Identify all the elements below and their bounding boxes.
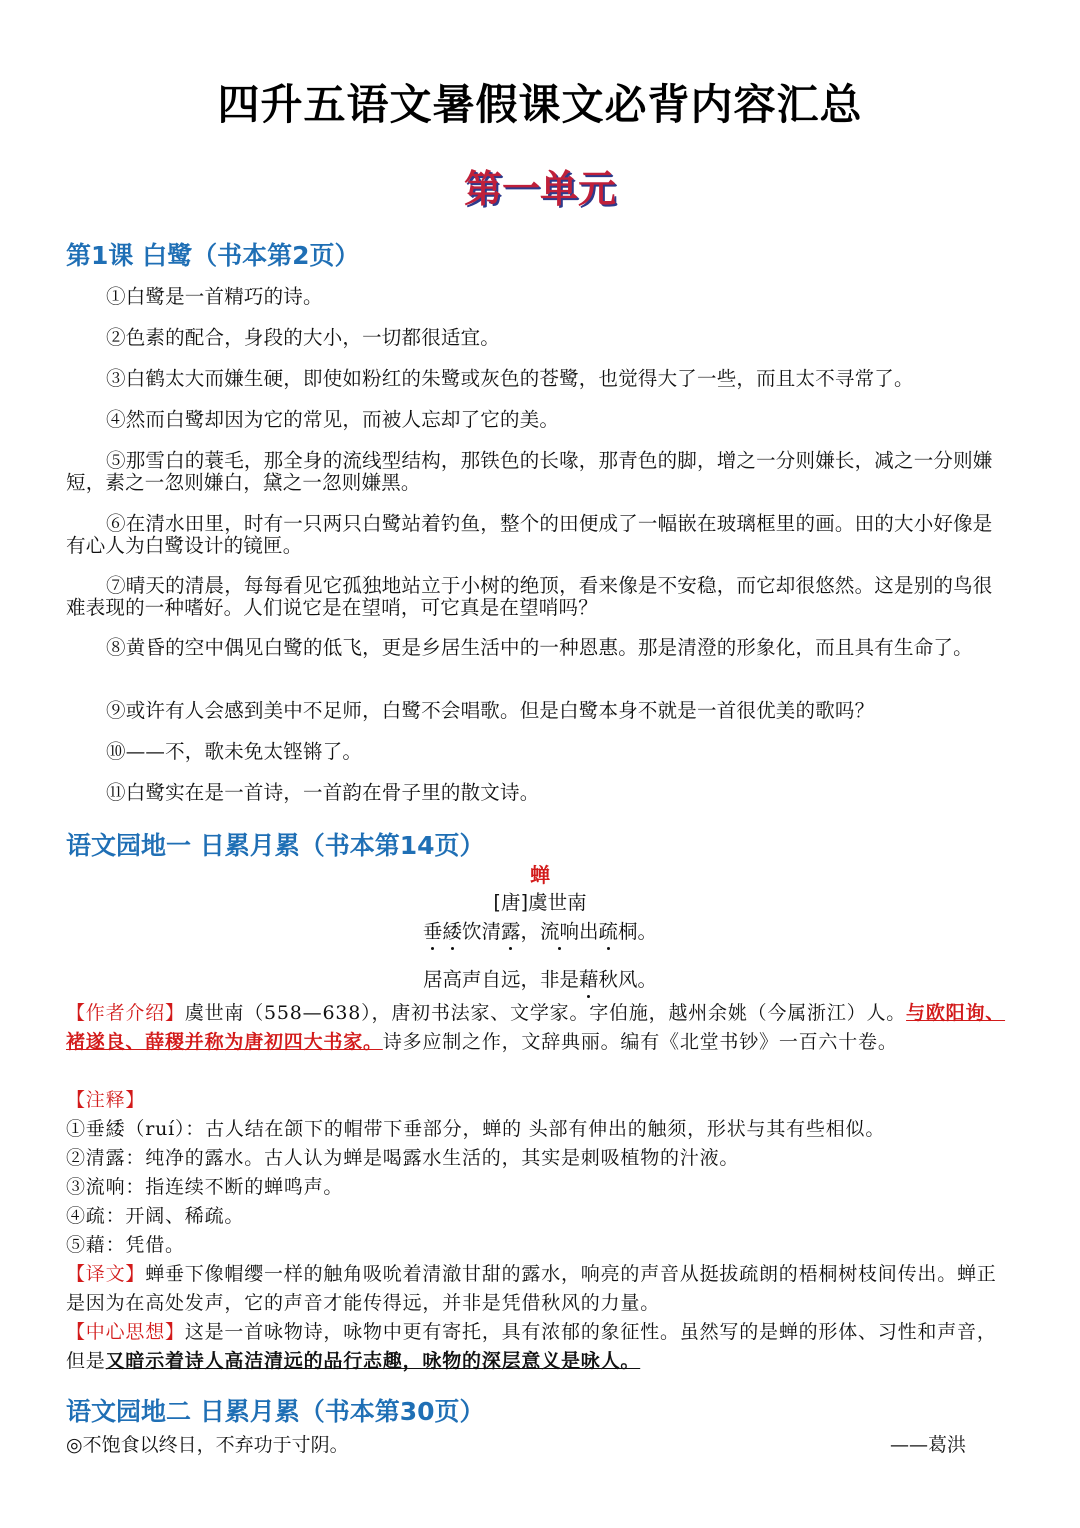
notes-tag-label: 【注释】 — [66, 1089, 146, 1111]
translation-tag: 【译文】 — [66, 1263, 146, 1285]
central-idea-text: 这是一首咏物诗，咏物中更有寄托，具有浓郁的象征性。虽然写的是蝉的形体、习性和声音，但是 — [66, 1321, 997, 1372]
author-intro-tail: 诗多应制之作，文辞典丽。编有《北堂书钞》一百六十卷。 — [382, 1031, 898, 1053]
translation-text: 蝉垂下像帽缨一样的触角吸吮着清澈甘甜的露水，响亮的声音从挺拔疏朗的梧桐树枝间传出。蝉正是因为在高处发声，它的声音才能传得远，并非是凭借秋风的力量。 — [66, 1263, 997, 1314]
poem-word: 出 — [579, 920, 599, 943]
author-intro — [66, 999, 1016, 1057]
note-item-4: ④疏：开阔、稀疏。 — [66, 1205, 245, 1227]
garden1-heading: 语文园地一 日累月累（书本第14页） — [66, 831, 485, 860]
poem-word: 桐。 — [618, 920, 658, 943]
page-title: 四升五语文暑假课文必背内容汇总 — [217, 80, 863, 129]
lesson1-paragraph-6: ⑥在清水田里，时有一只两只白鹭站着钓鱼，整个的田便成了一幅嵌在玻璃框里的画。田的大小好像是有心人为白鹭设计的镜匣。 — [66, 512, 993, 557]
author-intro-tag: 【作者介绍】 — [66, 1002, 185, 1024]
lesson1-paragraph-9: ⑨或许有人会感到美中不足师，白鹭不会唱歌。但是白鹭本身不就是一首很优美的歌吗？ — [106, 699, 875, 722]
poem-word: ， — [520, 920, 540, 943]
poem-title-line — [0, 859, 1080, 888]
note-item-5: ⑤藉：凭借。 — [66, 1234, 185, 1256]
poem-author: [唐]虞世南 — [493, 891, 587, 914]
lesson1-paragraph-10: ⑩——不，歌未免太铿锵了。 — [106, 740, 363, 763]
unit-title: 第一单元 — [463, 167, 616, 211]
translation — [66, 1260, 1016, 1318]
poem-word: 垂 — [422, 920, 443, 943]
central-idea-tag: 【中心思想】 — [66, 1321, 185, 1343]
lesson1-paragraph-3: ③白鹤太大而嫌生硬，即使如粉红的朱鹭或灰色的苍鹭，也觉得大了一些，而且太不寻常了。 — [106, 367, 914, 390]
author-intro-text: 虞世南（558—638），唐初书法家、文学家。字伯施，越州余姚（今属浙江）人。 — [184, 1002, 907, 1024]
lesson1-paragraph-5: ⑤那雪白的蓑毛，那全身的流线型结构，那铁色的长喙，那青色的脚，增之一分则嫌长，减之一分则嫌短，素之一忽则嫌白，黛之一忽则嫌黑。 — [66, 449, 993, 494]
poem-word: 秋风。 — [598, 968, 658, 991]
poem-line-1 — [0, 916, 1080, 944]
note-item-1: ①垂緌（ruí）：古人结在颌下的帽带下垂部分，蝉的 头部有伸出的触须，形状与其有些相似。 — [66, 1118, 886, 1140]
notes-tag — [66, 1086, 1016, 1115]
lesson1-paragraph-2: ②色素的配合，身段的大小，一切都很适宜。 — [106, 326, 501, 349]
quote-author: ——葛洪 — [889, 1434, 966, 1456]
poem-word: 饮清 — [461, 920, 501, 943]
poem-word: 露 — [500, 920, 521, 943]
note-item-3: ③流响：指连续不断的蝉鸣声。 — [66, 1176, 344, 1198]
poem-word: 藉 — [578, 968, 599, 991]
lesson1-heading: 第1课 白鹭（书本第2页） — [66, 241, 360, 270]
central-idea-highlight: 又暗示着诗人高洁清远的品行志趣，咏物的深层意义是咏人。 — [105, 1350, 641, 1372]
lesson1-paragraph-11: ⑪白鹭实在是一首诗，一首韵在骨子里的散文诗。 — [106, 781, 540, 804]
poem-line-2 — [0, 964, 1080, 992]
poem-word: 疏 — [598, 920, 619, 943]
note-item-2: ②清露：纯净的露水。古人认为蝉是喝露水生活的，其实是刺吸植物的汁液。 — [66, 1147, 740, 1169]
lesson1-paragraph-1: ①白鹭是一首精巧的诗。 — [106, 285, 323, 308]
poem-word: 流响 — [540, 920, 580, 943]
quote-text: ◎不饱食以终日，不弃功于寸阴。 — [66, 1434, 349, 1456]
lesson1-paragraph-8: ⑧黄昏的空中偶见白鹭的低飞，更是乡居生活中的一种恩惠。那是清澄的形象化，而且具有生命了。 — [106, 636, 973, 659]
quote-row — [66, 1430, 966, 1457]
garden2-heading: 语文园地二 日累月累（书本第30页） — [66, 1397, 485, 1426]
author-intro-highlight: 与欧阳询、褚遂良、薛稷并称为唐初四大书家。 — [66, 1002, 1006, 1053]
central-idea — [66, 1318, 1016, 1376]
poem-word: 居高声自远，非是 — [422, 968, 579, 991]
poem-word: 緌 — [442, 920, 462, 943]
lesson1-paragraph-7: ⑦晴天的清晨，每每看见它孤独地站立于小树的绝顶，看来像是不安稳，而它却很悠然。这是别的鸟很难表现的一种嗜好。人们说它是在望哨，可它真是在望哨吗？ — [66, 574, 993, 619]
lesson1-paragraph-4: ④然而白鹭却因为它的常见，而被人忘却了它的美。 — [106, 408, 560, 431]
poem-title: 蝉 — [530, 863, 550, 887]
